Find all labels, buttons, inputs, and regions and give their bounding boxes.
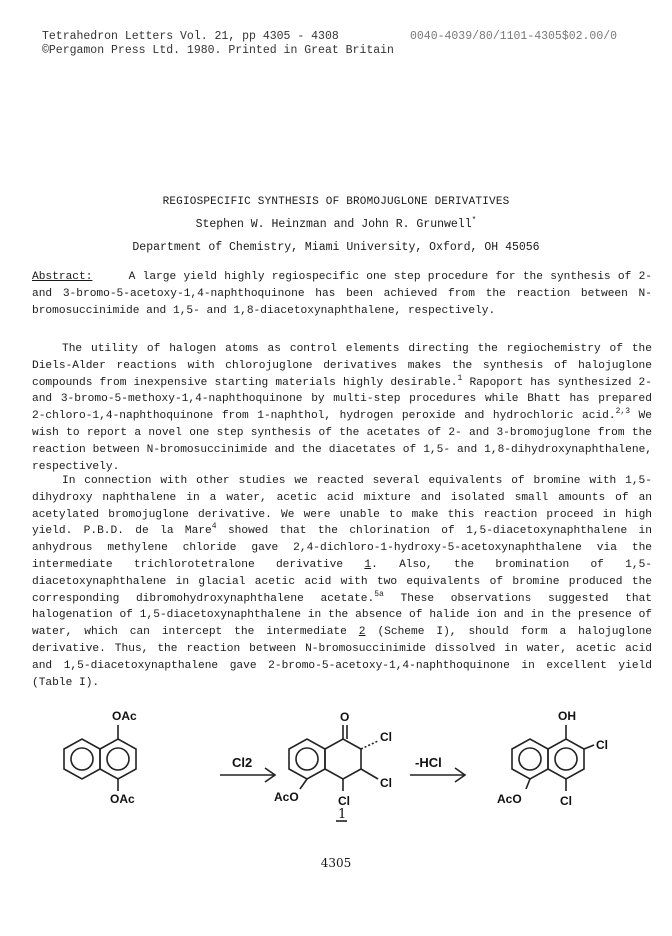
tetralone-structure (289, 725, 378, 791)
para2-text-d: These observations suggested that halogenation of 1,5-diacetoxynaphthalene in the absence of halide ion and in the presence of water, which can intercept the intermediate (32, 592, 652, 639)
corresponding-author-mark: * (471, 216, 477, 225)
reference-1: 1 (457, 373, 463, 383)
reference-5a: 5a (374, 589, 384, 599)
author-names: Stephen W. Heinzman and John R. Grunwell (195, 218, 472, 231)
abstract (32, 269, 652, 319)
naphthalene-structure (64, 725, 136, 791)
reagent-cl2: Cl2 (232, 755, 253, 770)
para2-text-c: . Also, the bromination of 1,5-diacetoxynaphthalene in glacial acetic acid with two equivalents of bromine produced the corresponding dibromohydroxynaphthalene acetate. (32, 558, 653, 605)
compound-2-ref: 2 (358, 626, 366, 639)
copyright-line: ©Pergamon Press Ltd. 1980. Printed in Great Britain (42, 44, 394, 57)
reaction-arrow-1 (220, 768, 275, 782)
product-aco: AcO (497, 792, 522, 806)
article-title: REGIOSPECIFIC SYNTHESIS OF BROMOJUGLONE DERIVATIVES (162, 196, 510, 208)
para2-text-a: In connection with other studies we reacted several equivalents of bromine with 1,5-dihydroxy naphthalene in a water, acetic acid mixture and isolated small amounts of an acetylated bromojuglone derivative. We were unable to make this reaction proceed in high yield. P.B.D. de la Mare (32, 475, 652, 538)
product-cl-2: Cl (560, 794, 572, 808)
intermediate-aco: AcO (274, 790, 299, 804)
reagent-hcl: -HCl (415, 755, 442, 770)
para1-text-b: Rapoport has synthesized 2- and 3-bromo-5-methoxy-1,4-naphthoquinone by multi-step procedures while Bhatt has prepared 2-chloro-1,4-naphthoquinone from 1-naphthol, hydrogen peroxide and hydrochloric acid. (32, 376, 652, 423)
abstract-text: A large yield highly regiospecific one step procedure for the synthesis of 2- and 3-bromo-5-acetoxy-1,4-naphthoquinone has been achieved from the reaction between N-bromosuccinimide and 1,5- and 1,8-diacetoxynaphthalene, respectively. (32, 271, 652, 317)
start-oac-bottom: OAc (110, 792, 135, 806)
intermediate-cl-1: Cl (380, 730, 392, 744)
product-structure (512, 725, 594, 791)
reaction-scheme (60, 705, 620, 845)
reference-4: 4 (211, 522, 217, 532)
affiliation: Department of Chemistry, Miami University, Oxford, OH 45056 (132, 241, 540, 254)
para1-text-a: The utility of halogen atoms as control elements directing the regiochemistry of the Diels-Alder reactions with chlorojuglone derivatives makes the synthesis of halojuglone compounds from inexpensive starting materials highly desirable. (32, 343, 652, 389)
intermediate-cl-3: Cl (338, 794, 350, 808)
reference-2-3: 2,3 (615, 407, 630, 417)
para2-text-b: showed that the chlorination of 1,5-diacetoxynaphthalene in anhydrous methylene chloride gave 2,4-dichloro-1-hydroxy-5-acetoxynaphthalene via the intermediate trichlorotetralone derivative (32, 525, 652, 571)
journal-header (42, 30, 394, 58)
compound-number: 1 (338, 807, 347, 822)
intermediate-cl-2: Cl (380, 776, 392, 790)
product-oh: OH (558, 709, 576, 723)
ketone-o: O (340, 710, 350, 724)
product-cl-1: Cl (596, 738, 608, 752)
body-paragraph-1 (32, 341, 652, 475)
abstract-label: Abstract: (32, 271, 93, 283)
journal-line: Tetrahedron Letters Vol. 21, pp 4305 - 4308 (42, 30, 339, 43)
para2-text-e: (Scheme I), should form a halojuglone derivative. Thus, the reaction between N-bromosuccinimide dissolved in water, acetic acid and 1,5-diacetoxynapthalene gave 2-bromo-5-acetoxy-1,4-naphthoquinone in excellent yield (Table I). (32, 626, 652, 689)
body-paragraph-2 (32, 473, 652, 691)
start-oac-top: OAc (112, 709, 137, 723)
para1-text-c: We wish to report a novel one step synthesis of the acetates of 2- and 3-bromojuglone from the reaction between N-bromosuccinimide and the diacetates of 1,5- and 1,8-dihydroxynaphthalene, respectively. (32, 410, 652, 473)
article-code: 0040-4039/80/1101-4305$02.00/0 (410, 30, 618, 43)
authors (0, 218, 672, 231)
reaction-arrow-2 (410, 768, 465, 782)
compound-1-ref: 1 (364, 558, 372, 571)
page-number: 4305 (320, 856, 352, 870)
